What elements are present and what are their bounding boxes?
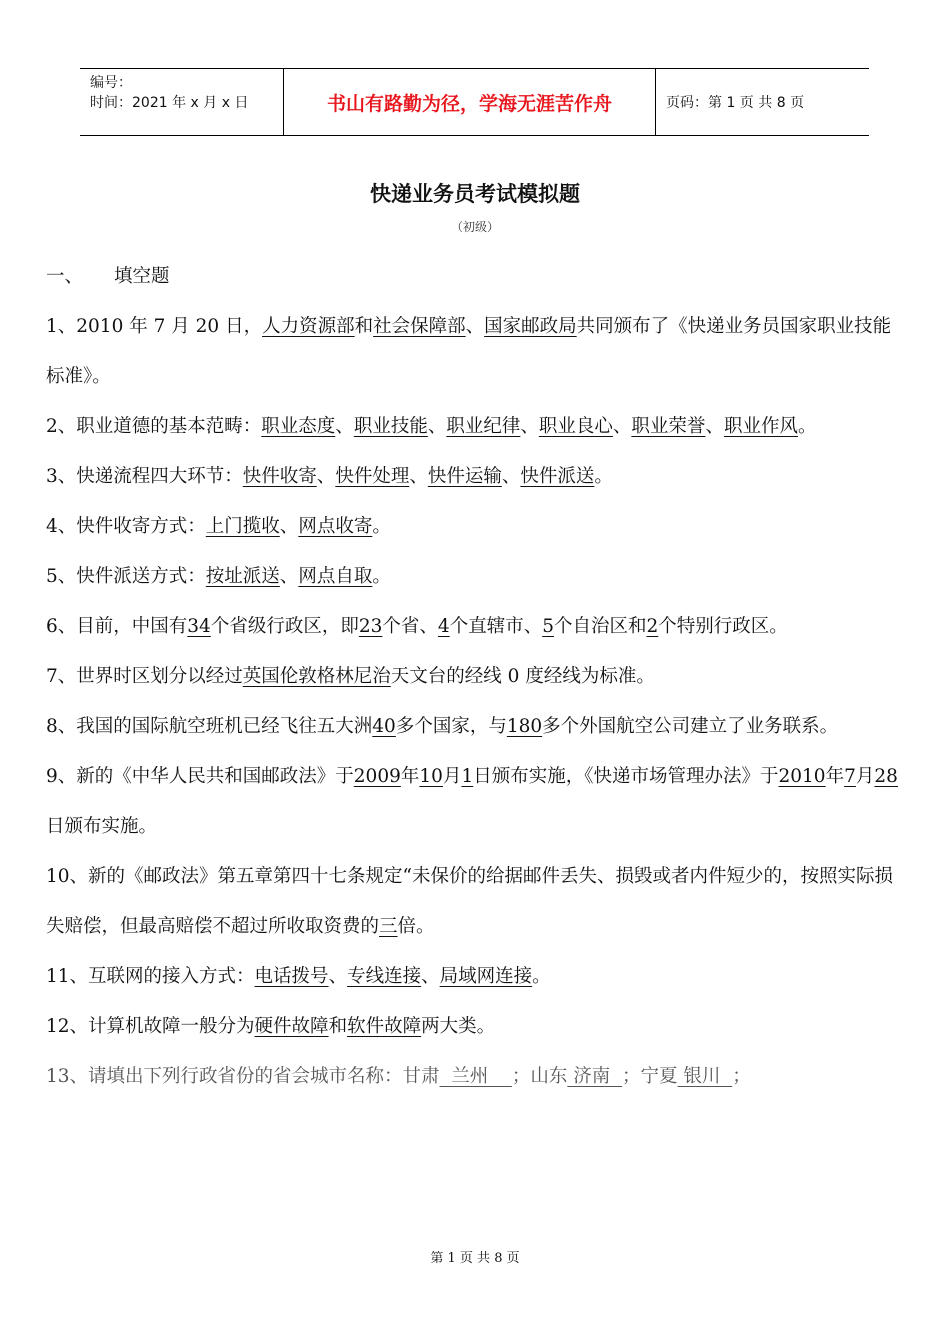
text: 、 xyxy=(335,416,354,437)
header-page-info: 页码：第 1 页 共 8 页 xyxy=(666,95,805,111)
question-2 xyxy=(46,402,906,452)
answer: 职业技能 xyxy=(353,416,428,437)
text: 、 xyxy=(279,566,299,587)
answer: 电话拨号 xyxy=(254,966,329,987)
text: 12、计算机故障一般分为 xyxy=(46,1016,255,1037)
header-motto: 书山有路勤为径，学海无涯苦作舟 xyxy=(326,92,612,115)
text: 、 xyxy=(421,966,440,987)
answer: 三 xyxy=(379,916,398,937)
text: 个直辖市、 xyxy=(449,616,543,637)
answer: 4 xyxy=(437,616,450,637)
text: 个省级行政区，即 xyxy=(210,616,359,637)
doc-date-label: 时间：2021 年 x 月 x 日 xyxy=(90,95,249,111)
question-7 xyxy=(46,652,906,702)
text: 。 xyxy=(372,516,391,537)
answer: 软件故障 xyxy=(347,1016,422,1037)
answer: 按址派送 xyxy=(205,566,280,587)
text: 个自治区和 xyxy=(553,616,647,637)
answer: 网点收寄 xyxy=(298,516,373,537)
text: 、 xyxy=(705,416,724,437)
answer: 2010 xyxy=(778,766,826,787)
section-heading xyxy=(46,252,906,302)
answer: 快件运输 xyxy=(427,466,502,487)
answer: 硬件故障 xyxy=(254,1016,329,1037)
answer: 快件收寄 xyxy=(242,466,317,487)
question-11 xyxy=(46,952,906,1002)
answer: 上门揽收 xyxy=(205,516,280,537)
document-subtitle: （初级） xyxy=(450,220,499,234)
answer: 专线连接 xyxy=(347,966,422,987)
answer: 180 xyxy=(506,716,543,737)
answer: 职业态度 xyxy=(261,416,336,437)
question-9 xyxy=(46,752,906,852)
text: 8、我国的国际航空班机已经飞往五大洲 xyxy=(46,716,373,737)
answer: 28 xyxy=(874,766,898,787)
section-number: 一、 xyxy=(46,266,84,287)
question-5 xyxy=(46,552,906,602)
header-motto-cell xyxy=(283,69,656,135)
text: 。 xyxy=(594,466,613,487)
answer: 职业纪律 xyxy=(446,416,521,437)
question-4 xyxy=(46,502,906,552)
answer: 英国伦敦格林尼治 xyxy=(242,666,391,687)
answer: 10 xyxy=(419,766,443,787)
text: 、 xyxy=(501,466,521,487)
answer: 7 xyxy=(844,766,856,787)
text: 倍。 xyxy=(397,916,435,937)
text: 月 xyxy=(442,766,462,787)
text: 2、职业道德的基本范畴： xyxy=(46,416,262,437)
question-8 xyxy=(46,702,906,752)
text: ；山东 xyxy=(511,1066,568,1087)
document-body xyxy=(46,252,906,1102)
text: 、 xyxy=(316,466,336,487)
text: 多个外国航空公司建立了业务联系。 xyxy=(542,716,839,737)
question-3 xyxy=(46,452,906,502)
answer: 快件处理 xyxy=(335,466,410,487)
header-page-cell xyxy=(656,69,869,135)
text: 。 xyxy=(372,566,391,587)
text: 6、目前，中国有 xyxy=(46,616,188,637)
text: 10、新的《邮政法》第五章第四十七条规定“未保价的给据邮件丢失、损毁或者内件短少的，按照实际损失赔偿，但最高赔偿不超过所收取资费的 xyxy=(46,866,894,937)
answer: 职业良心 xyxy=(538,416,613,437)
text: 、 xyxy=(328,966,348,987)
answer: 40 xyxy=(372,716,396,737)
question-1 xyxy=(46,302,906,402)
text: 两大类。 xyxy=(421,1016,496,1037)
text: 9、新的《中华人民共和国邮政法》于 xyxy=(46,766,354,787)
answer: 济南 xyxy=(567,1066,623,1087)
text: 、 xyxy=(612,416,632,437)
text: 和 xyxy=(354,316,374,337)
document-title: 快递业务员考试模拟题 xyxy=(370,182,580,206)
text: 13、请填出下列行政省份的省会城市名称：甘肃 xyxy=(46,1066,440,1087)
answer: 兰州 xyxy=(439,1066,512,1087)
answer: 国家邮政局 xyxy=(484,316,577,337)
answer: 快件派送 xyxy=(520,466,595,487)
text: ； xyxy=(732,1066,751,1087)
text: 个省、 xyxy=(382,616,438,637)
answer: 34 xyxy=(187,616,211,637)
text: 多个国家，与 xyxy=(395,716,507,737)
text: 、 xyxy=(427,416,447,437)
text: 7、世界时区划分以经过 xyxy=(46,666,243,687)
answer: 人力资源部 xyxy=(262,316,355,337)
answer: 2 xyxy=(646,616,659,637)
answer: 社会保障部 xyxy=(373,316,466,337)
answer: 银川 xyxy=(677,1066,733,1087)
text: 4、快件收寄方式： xyxy=(46,516,206,537)
text: 天文台的经线 0 度经线为标准。 xyxy=(390,666,655,687)
question-13 xyxy=(46,1052,906,1102)
answer: 23 xyxy=(358,616,383,637)
answer: 网点自取 xyxy=(298,566,373,587)
text: 日颁布实施，《快递市场管理办法》于 xyxy=(473,766,779,787)
doc-number-label: 编号： xyxy=(90,75,132,91)
text: 。 xyxy=(797,416,817,437)
text: 日颁布实施。 xyxy=(46,816,158,837)
text: 。 xyxy=(532,966,551,987)
text: 、 xyxy=(520,416,539,437)
answer: 5 xyxy=(542,616,554,637)
question-12 xyxy=(46,1002,906,1052)
text: 、 xyxy=(409,466,428,487)
page-footer: 第 1 页 共 8 页 xyxy=(430,1251,520,1266)
answer: 1 xyxy=(461,766,474,787)
text: 1、2010 年 7 月 20 日， xyxy=(46,316,263,337)
question-6 xyxy=(46,602,906,652)
text: 个特别行政区。 xyxy=(658,616,788,637)
text: 共同颁布了《快递业务员国家职业技能标准》。 xyxy=(46,316,892,387)
header-table xyxy=(80,68,869,136)
text: 5、快件派送方式： xyxy=(46,566,206,587)
text: 、 xyxy=(279,516,299,537)
text: 和 xyxy=(328,1016,348,1037)
answer: 2009 xyxy=(353,766,401,787)
question-10 xyxy=(46,852,906,952)
answer: 职业荣誉 xyxy=(631,416,706,437)
section-title: 填空题 xyxy=(114,266,170,287)
text: 年 xyxy=(400,766,420,787)
text: ；宁夏 xyxy=(622,1066,678,1087)
answer: 职业作风 xyxy=(723,416,798,437)
header-meta xyxy=(80,69,283,135)
text: 月 xyxy=(855,766,875,787)
answer: 局域网连接 xyxy=(439,966,533,987)
text: 年 xyxy=(825,766,845,787)
text: 11、互联网的接入方式： xyxy=(46,966,255,987)
text: 、 xyxy=(465,316,485,337)
text: 3、快递流程四大环节： xyxy=(46,466,243,487)
